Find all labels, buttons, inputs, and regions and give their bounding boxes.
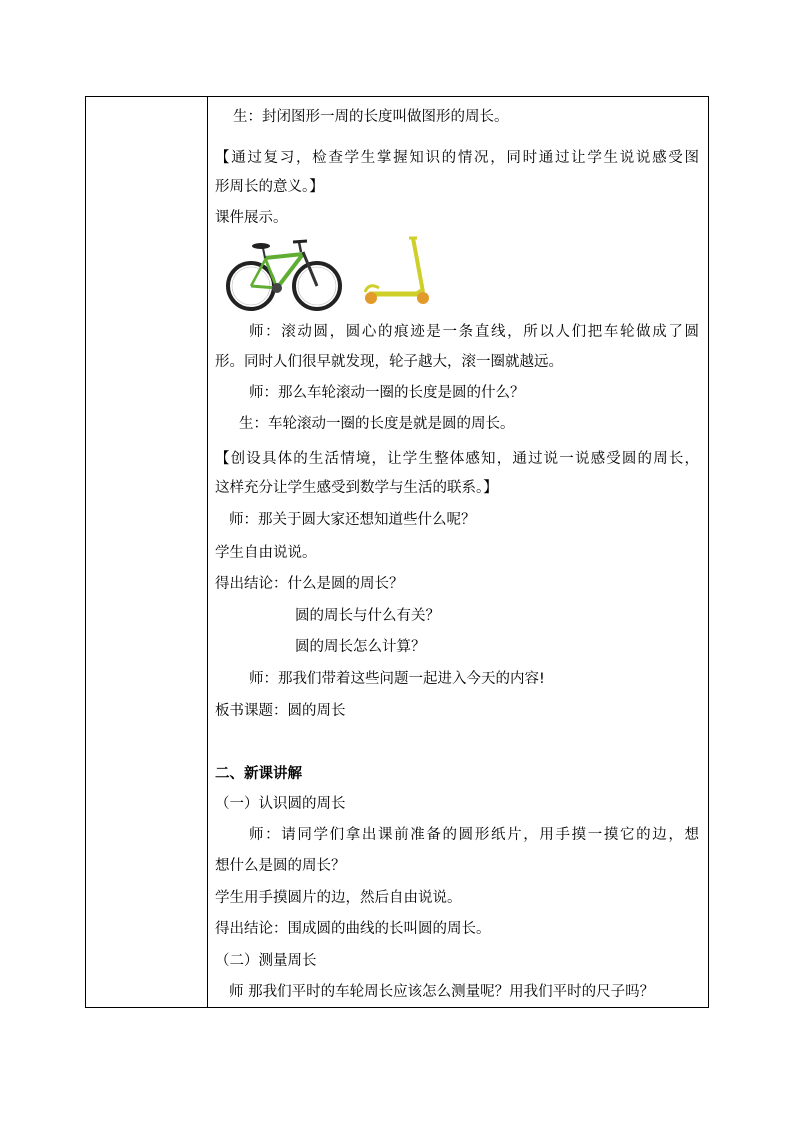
text-line-21: 想什么是圆的周长？ xyxy=(215,858,346,874)
text-line-6: 形。同时人们很早就发现，轮子越大，滚一圈就越远。 xyxy=(215,354,563,370)
subsection-heading-1: （一）认识圆的周长 xyxy=(215,796,346,812)
text-line-4: 课件展示。 xyxy=(215,210,288,226)
text-line-17: 板书课题：圆的周长 xyxy=(215,703,346,719)
text-line-16: 师：那我们带着这些问题一起进入今天的内容! xyxy=(249,671,545,687)
section-heading: 二、新课讲解 xyxy=(215,766,302,782)
text-line-8: 生：车轮滚动一圈的长度是就是圆的周长。 xyxy=(239,416,515,432)
text-line-10: 这样充分让学生感受到数学与生活的联系。】 xyxy=(215,480,498,496)
courseware-images xyxy=(219,232,449,312)
subsection-heading-2: （二）测量周长 xyxy=(215,953,317,969)
scooter-icon xyxy=(365,238,429,304)
text-line-23: 得出结论：围成圆的曲线的长叫圆的周长。 xyxy=(215,921,491,937)
bicycle-icon xyxy=(228,241,340,309)
text-line-15: 圆的周长怎么计算？ xyxy=(295,639,426,655)
text-line-12: 学生自由说说。 xyxy=(215,545,317,561)
lesson-table xyxy=(85,96,709,1008)
text-line-7: 师：那么车轮滚动一圈的长度是圆的什么？ xyxy=(249,385,525,401)
text-line-22: 学生用手摸圆片的边，然后自由说说。 xyxy=(215,890,462,906)
lesson-content-cell xyxy=(209,97,708,1007)
text-line-25: 师 那我们平时的车轮周长应该怎么测量呢？用我们平时的尺子吗？ xyxy=(229,984,655,1000)
text-line-20: 师：请同学们拿出课前准备的圆形纸片，用手摸一摸它的边，想 xyxy=(249,827,699,843)
text-line-5: 师：滚动圆，圆心的痕迹是一条直线，所以人们把车轮做成了圆 xyxy=(249,324,699,340)
text-line-11: 师：那关于圆大家还想知道些什么呢？ xyxy=(229,512,476,528)
text-line-13: 得出结论：什么是圆的周长？ xyxy=(215,576,404,592)
column-divider xyxy=(207,97,208,1007)
text-line-14: 圆的周长与什么有关？ xyxy=(295,608,440,624)
text-line-1: 生：封闭图形一周的长度叫做图形的周长。 xyxy=(233,109,509,125)
text-line-2: 【通过复习，检查学生掌握知识的情况，同时通过让学生说说感受图 xyxy=(215,150,699,166)
text-line-9: 【创设具体的生活情境，让学生整体感知，通过说一说感受圆的周长， xyxy=(215,451,699,467)
text-line-3: 形周长的意义。】 xyxy=(215,179,324,195)
bicycle-scooter-image xyxy=(219,232,449,312)
